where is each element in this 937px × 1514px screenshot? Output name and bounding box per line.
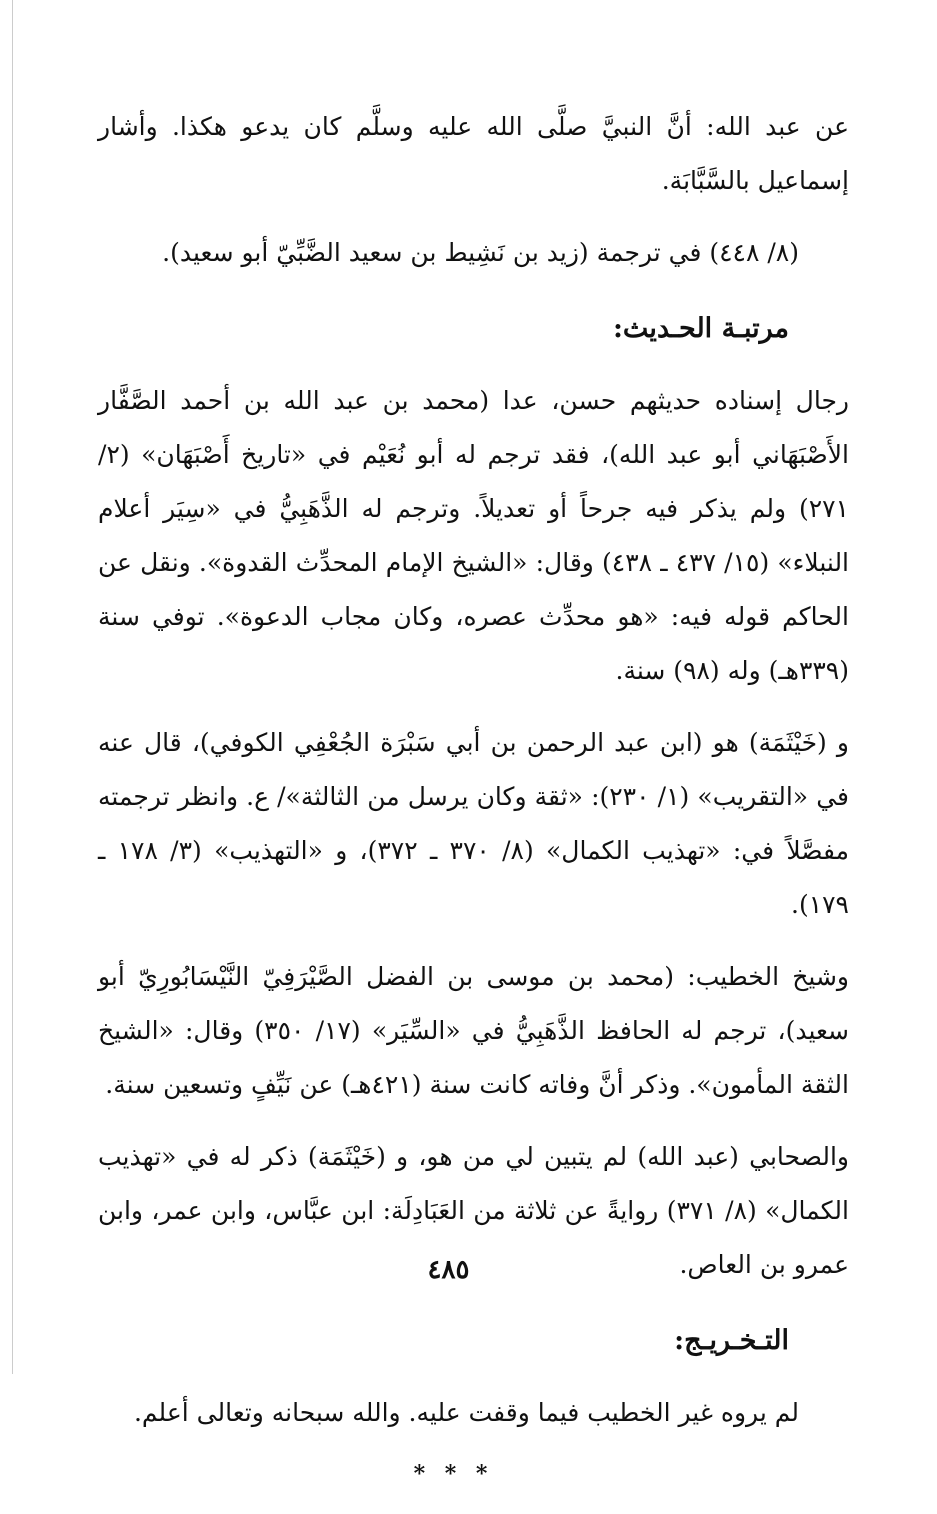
heading-takhrij: التـخـريـج: xyxy=(674,1325,789,1356)
paragraph-hadith-end: عن عبد الله: أنَّ النبيَّ صلَّى الله عليه وسلَّم كان يدعو هكذا. وأشار إسماعيل بالسَّبَّابَة. xyxy=(98,112,849,195)
paragraph-narrators: رجال إسناده حديثهم حسن، عدا (محمد بن عبد الله بن أحمد الصَّفَّار الأَصْبَهَاني أبو عبد الله)، فقد ترجم له أبو نُعَيْم في «تاريخ أَصْبَهَان» (٢/ ٢٧١) ولم يذكر فيه جرحاً أو تعديلاً. وترجم له الذَّهَبِيُّ في «سِيَر أعلام النبلاء» (١٥/ ٤٣٧ ـ ٤٣٨) وقال: «الشيخ الإمام المحدِّث القدوة». ونقل عن الحاكم قوله فيه: «هو محدِّث عصره، وكان مجاب الدعوة». توفي سنة (٣٣٩هـ) وله (٩٨) سنة. xyxy=(98,386,850,685)
heading-hadith-grade: مرتبـة الحـديث: xyxy=(612,313,789,344)
section-separator: * * * xyxy=(413,1461,494,1487)
paragraph-reference: (٨/ ٤٤٨) في ترجمة (زيد بن نَشِيط بن سعيد الضَّبِّيّ أبو سعيد). xyxy=(162,238,799,267)
page-number: ٤٨٥ xyxy=(427,1255,470,1285)
paragraph-companion: والصحابي (عبد الله) لم يتبين لي من هو، و (خَيْثَمَة) ذكر له في «تهذيب الكمال» (٨/ ٣٧١) روايةً عن ثلاثة من العَبَادِلَة: ابن عبَّاس، وابن عمر، وابن عمرو بن العاص. xyxy=(98,1142,849,1279)
paragraph-shaykh-khatib: وشيخ الخطيب: (محمد بن موسى بن الفضل الصَّيْرَفِيّ النَّيْسَابُورِيّ أبو سعيد)، ترجم له الحافظ الذَّهَبِيُّ في «السِّيَر» (١٧/ ٣٥٠) وقال: «الشيخ الثقة المأمون». وذكر أنَّ وفاته كانت سنة (٤٢١هـ) عن نَيِّفٍ وتسعين سنة. xyxy=(98,962,850,1099)
body-text xyxy=(98,100,849,1514)
scan-edge-line xyxy=(12,0,13,1374)
paragraph-closing: لم يروه غير الخطيب فيما وقفت عليه. والله سبحانه وتعالى أعلم. xyxy=(133,1398,799,1427)
paragraph-khaythama: و (خَيْثَمَة) هو (ابن عبد الرحمن بن أبي سَبْرَة الجُعْفِي الكوفي)، قال عنه في «التقريب» (١/ ٢٣٠): «ثقة وكان يرسل من الثالثة»/ ع. وانظر ترجمته مفصَّلاً في: «تهذيب الكمال» (٨/ ٣٧٠ ـ ٣٧٢)، و «التهذيب» (٣/ ١٧٨ ـ ١٧٩). xyxy=(98,728,849,919)
